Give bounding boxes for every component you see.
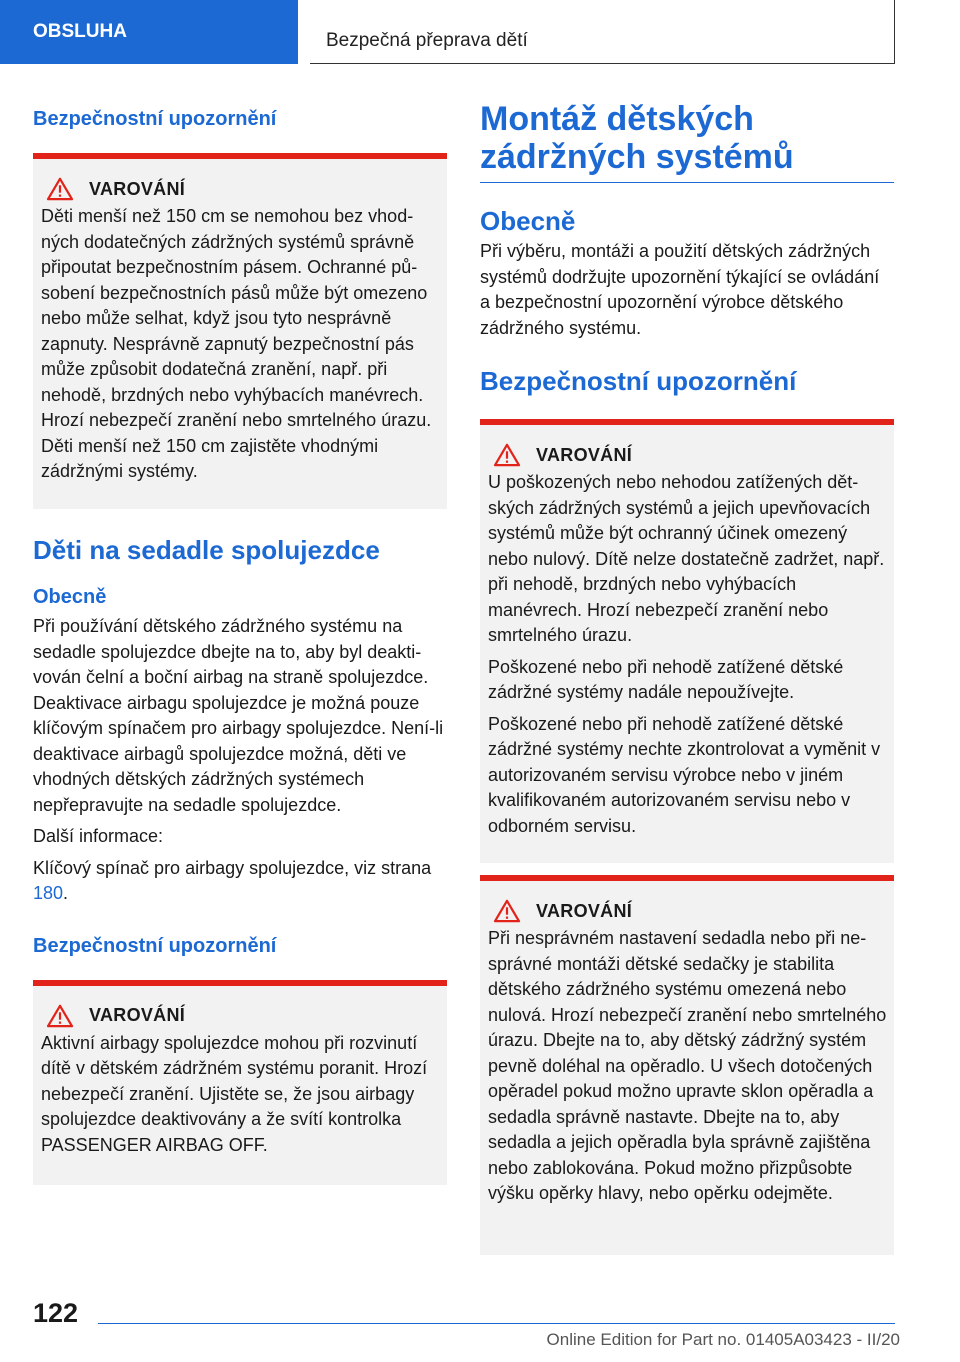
warning-title: VAROVÁNÍ	[536, 900, 633, 921]
warning-title: VAROVÁNÍ	[536, 444, 633, 465]
warning-text-2: Poškozené nebo při nehodě zatížené dětské zádržné systémy nadále nepoužívejte.	[488, 656, 844, 702]
section-tab: OBSLUHA	[0, 0, 298, 64]
warning-triangle-icon	[492, 899, 522, 923]
page-title-line1: Montáž dětských	[480, 100, 754, 138]
title-divider	[480, 182, 894, 183]
paragraph-more-info: Další informace:	[33, 826, 164, 846]
page-link-180[interactable]: 180	[33, 883, 64, 903]
warning-box	[33, 153, 447, 509]
warning-title: VAROVÁNÍ	[89, 1005, 186, 1025]
heading-children-passenger-seat: Děti na sedadle spolujezdce	[33, 535, 380, 565]
chapter-title: Bezpečná přeprava dětí	[310, 0, 895, 64]
heading-safety-notes-2: Bezpečnostní upozornění	[33, 934, 277, 957]
warning-text-1: U poškozených nebo nehodou zatížených dětských zádržných systémů a jejich upevňovacích systémů může být ochranný účinek omezený nebo nulový. Dítě nelze dostatečně zadržet, např. při nehodě, brzdných nebo vyhýbacích manévrech. Hrozí nebezpečí zranění nebo smrtelného úrazu.	[488, 472, 885, 645]
page-number: 122	[33, 1298, 79, 1328]
heading-general-right: Obecně	[480, 206, 576, 236]
warning-title: VAROVÁNÍ	[89, 178, 186, 199]
paragraph-general: Při výběru, montáži a použití dětských zádržných systémů dodržujte upozornění týkající se ovládání a bezpečnostní upozornění výrobce dětského zádržného systému.	[480, 241, 880, 338]
warning-triangle-icon	[45, 177, 75, 201]
heading-safety-notes-right: Bezpečnostní upozornění	[480, 366, 797, 396]
warning-header	[41, 1004, 441, 1028]
warning-header	[41, 177, 441, 201]
warning-text-3: Poškozené nebo při nehodě zatížené dětské zádržné systémy nechte zkontrolovat a vyměnit v autorizovaném servisu výrobce nebo v jiném kvalifikovaném autorizovaném servisu nebo v odborném servisu.	[488, 713, 881, 836]
warning-header	[488, 443, 888, 467]
warning-box-damaged	[480, 419, 894, 863]
warning-box-seat	[480, 875, 894, 1255]
warning-text: Aktivní airbagy spolujezdce mohou při rozvinutí dítě v dětském zádržném systému poranit. Hrozí nebezpečí zranění. Ujistěte se, že jsou airbagy spolujezdce deaktivovány a že svítí kontrolka PASSENGER AIRBAG OFF.	[41, 1032, 428, 1155]
right-column	[480, 100, 894, 1255]
reference-text: Klíčový spínač pro airbagy spolujezdce, viz strana	[33, 857, 432, 878]
footer-edition: Online Edition for Part no. 01405A03423 - II/20	[546, 1330, 900, 1349]
heading-general: Obecně	[33, 586, 107, 608]
paragraph-passenger-airbag: Při používání dětského zádržného systému na sedadle spolujezdce dbejte na to, aby byl deaktivován čelní a boční airbag na straně spolujezdce. Deaktivace airbagu spolujezdce je možná pouze klíčovým spínačem pro airbagy spolujezdce. Není-li deaktivace airbagů spolujezdce možná, děti ve vhodných dětských zádržných systémech nepřepravujte na sedadle spolujezdce.	[33, 616, 444, 815]
footer-divider	[98, 1323, 895, 1324]
warning-triangle-icon	[45, 1004, 75, 1028]
warning-header	[488, 899, 888, 923]
page-title-line2: zádržných systémů	[480, 138, 794, 176]
warning-box-airbag	[33, 980, 447, 1185]
warning-triangle-icon	[492, 443, 522, 467]
reference-end: .	[63, 883, 69, 903]
left-column	[33, 100, 447, 1185]
heading-safety-notes: Bezpečnostní upozornění	[33, 108, 277, 130]
warning-text: Děti menší než 150 cm se nemohou bez vhodných dodatečných zádržných systémů správně připoutat bezpečnostním pásem. Ochranné působení bezpečnostních pásů může být omezeno nebo může selhat, když jsou tyto nesprávně zapnuty. Nesprávně zapnutý bezpečnostní pás může způsobit dodatečná zranění, např. při nehodě, brzdných nebo vyhýbacích manévrech. Hrozí nebezpečí zranění nebo smrtelného úrazu. Děti menší než 150 cm zajistěte vhodnými zádržnými systémy.	[41, 206, 432, 481]
warning-text: Při nesprávném nastavení sedadla nebo při nesprávné montáži dětské sedačky je stabilita dětského zádržného systému omezená nebo nulová. Hrozí nebezpečí zranění nebo smrtelného úrazu. Dbejte na to, aby dětský zádržný systém pevně doléhal na opěradlo. U všech dotočených opěradel pokud možno upravte sklon opěradla a sedadla správně nastavte. Dbejte na to, aby sedadla a jejich opěradla byla správně zajištěna nebo zablokována. Pokud možno přizpůsobte výšku opěrky hlavy, nebo opěrku odejměte.	[488, 928, 887, 1203]
paragraph-key-switch	[33, 856, 447, 907]
page-title	[480, 100, 894, 176]
